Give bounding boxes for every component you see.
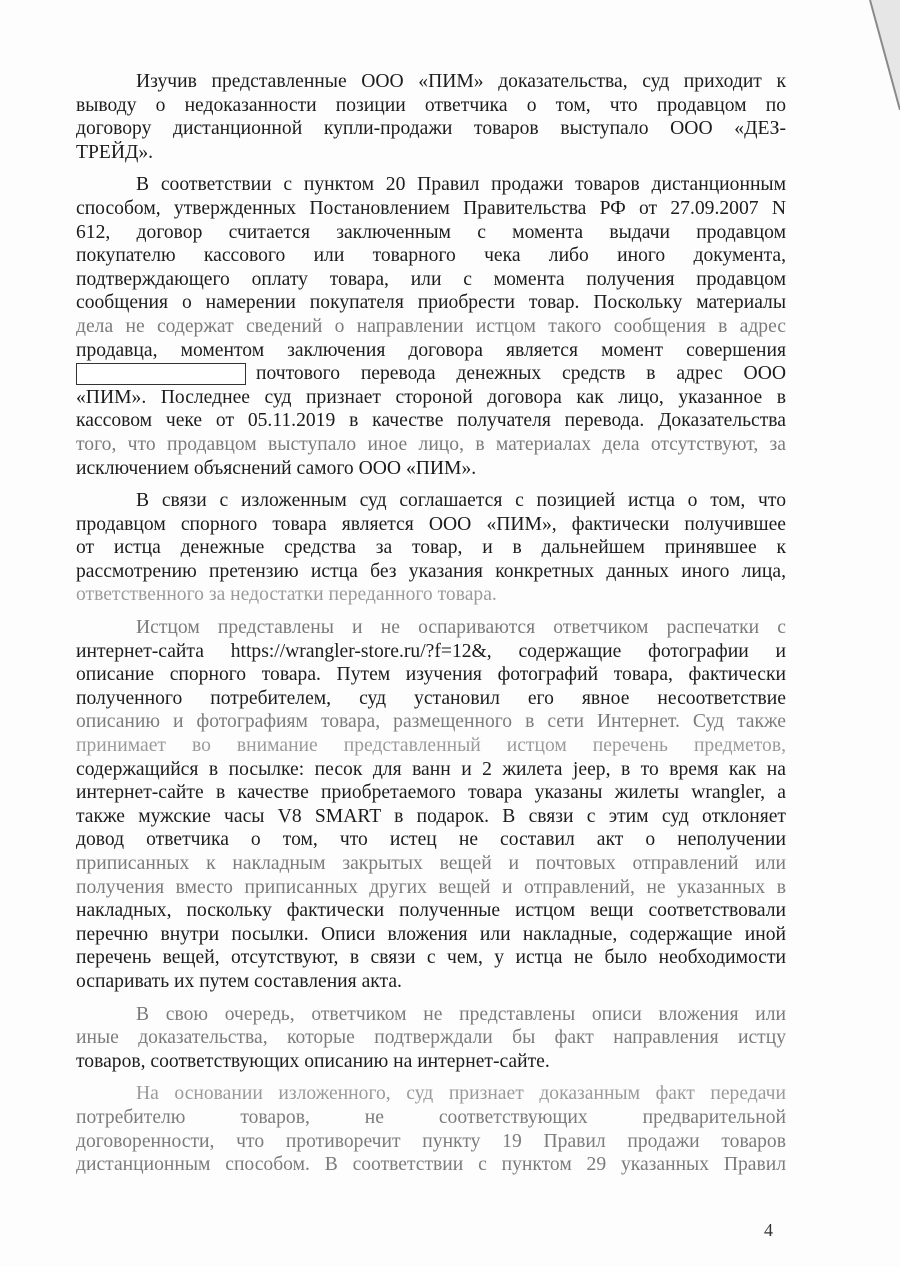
text-line: описанию и фотографиям товара, размещенного в сети Интернет. Суд также xyxy=(76,711,786,733)
text-line: продавца, моментом заключения договора является момент совершения xyxy=(76,339,786,361)
text-line: Изучив представленные ООО «ПИМ» доказательства, суд приходит к xyxy=(136,71,786,92)
text-line: принимает во внимание представленный истцом перечень предметов, xyxy=(76,735,786,757)
text-line: потребителю товаров, не соответствующих предварительной xyxy=(76,1106,786,1128)
paragraph-3 xyxy=(76,489,786,607)
text-line: оспаривать их путем составления акта. xyxy=(76,970,402,992)
text-line: В соответствии с пунктом 20 Правил продажи товаров дистанционным xyxy=(136,174,786,196)
redaction-box xyxy=(76,363,246,385)
text-line: также мужские часы V8 SMART в подарок. В связи с этим суд отклоняет xyxy=(76,805,786,827)
text-line: «ПИМ». Последнее суд признает стороной договора как лицо, указанное в xyxy=(76,386,786,408)
redacted-line xyxy=(76,362,786,386)
paragraph-6 xyxy=(76,1082,786,1176)
text-line: приписанных к накладным закрытых вещей и почтовых отправлений или xyxy=(76,853,786,874)
text-line: продавцом спорного товара является ООО «ПИМ», фактически получившее xyxy=(76,513,786,535)
text-line: сообщения о намерении покупателя приобрести товар. Поскольку материалы xyxy=(76,292,786,314)
text-line: подтверждающего оплату товара, или с момента получения продавцом xyxy=(76,268,786,290)
text-line: ответственного за недостатки переданного товара. xyxy=(76,584,497,606)
text-line: кассовом чеке от 05.11.2019 в качестве получателя перевода. Доказательства xyxy=(76,410,786,432)
text-line: интернет-сайта https://wrangler-store.ru/?f=12&, содержащие фотографии и xyxy=(76,640,786,662)
text-line: товаров, соответствующих описанию на интернет-сайте. xyxy=(76,1050,550,1072)
text-line: от истца денежные средства за товар, и в дальнейшем принявшее к xyxy=(76,537,786,559)
text-line: способом, утвержденных Постановлением Правительства РФ от 27.09.2007 N xyxy=(76,197,786,219)
text-line: описание спорного товара. Путем изучения фотографий товара, фактически xyxy=(76,664,786,686)
text-line: В свою очередь, ответчиком не представлены описи вложения или xyxy=(136,1003,786,1025)
text-line: договоренности, что противоречит пункту 19 Правил продажи товаров xyxy=(76,1130,786,1152)
paragraph-2 xyxy=(76,173,786,480)
text-line: довод ответчика о том, что истец не составил акт о неполучении xyxy=(76,829,786,851)
text-line: получения вместо приписанных других вещей и отправлений, не указанных в xyxy=(76,876,786,898)
text-line: перечень вещей, отсутствуют, в связи с чем, у истца не было необходимости xyxy=(76,947,786,969)
text-line: исключением объяснений самого ООО «ПИМ». xyxy=(76,457,477,479)
text-line: накладных, поскольку фактически полученные истцом вещи соответствовали xyxy=(76,900,786,922)
text-line: рассмотрению претензию истца без указания конкретных данных иного лица, xyxy=(76,560,786,582)
document-body xyxy=(76,70,786,1186)
text-line: дела не содержат сведений о направлении истцом такого сообщения в адрес xyxy=(76,315,786,337)
paragraph-5 xyxy=(76,1003,786,1074)
text-line: того, что продавцом выступало иное лицо, в материалах дела отсутствуют, за xyxy=(76,433,786,455)
paragraph-1 xyxy=(76,70,786,164)
text-line: На основании изложенного, суд признает доказанным факт передачи xyxy=(136,1083,786,1105)
text-line: интернет-сайте в качестве приобретаемого товара указаны жилеты wrangler, а xyxy=(76,782,786,804)
text-line: ТРЕЙД». xyxy=(76,141,154,163)
page-number: 4 xyxy=(764,1220,773,1240)
text-line: Истцом представлены и не оспариваются ответчиком распечатки с xyxy=(136,617,786,639)
text-line: перечню внутри посылки. Описи вложения или накладные, содержащие иной xyxy=(76,923,786,945)
text-line: полученного потребителем, суд установил его явное несоответствие xyxy=(76,687,786,709)
text-line: покупателю кассового или товарного чека либо иного документа, xyxy=(76,245,786,267)
text-line: содержащийся в посылке: песок для ванн и 2 жилета jeep, в то время как на xyxy=(76,758,786,780)
text-line: дистанционным способом. В соответствии с пунктом 29 указанных Правил xyxy=(76,1154,786,1176)
text-line: В связи с изложенным суд соглашается с позицией истца о том, что xyxy=(136,490,786,512)
paragraph-4 xyxy=(76,616,786,994)
text-line: выводу о недоказанности позиции ответчика о том, что продавцом по xyxy=(76,94,786,116)
page-corner-fold xyxy=(830,0,900,110)
text-line: почтового перевода денежных средств в адрес ООО xyxy=(256,363,786,385)
text-line: 612, договор считается заключенным с момента выдачи продавцом xyxy=(76,221,786,243)
text-line: договору дистанционной купли-продажи товаров выступало ООО «ДЕЗ- xyxy=(76,118,786,140)
text-line: иные доказательства, которые подтверждали бы факт направления истцу xyxy=(76,1027,786,1049)
